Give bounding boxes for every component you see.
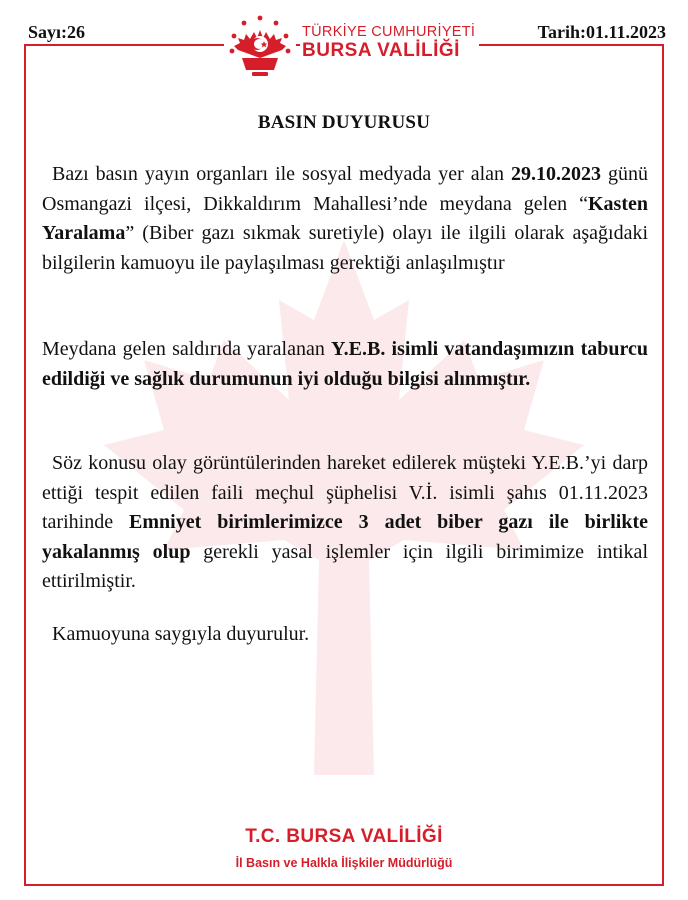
p1-date: 29.10.2023 xyxy=(511,163,602,185)
closing-text: Kamuoyuna saygıyla duyurulur. xyxy=(52,623,310,645)
paragraph-4 xyxy=(42,620,648,650)
p1-crime: Kasten Yaralama xyxy=(42,192,648,244)
document-number: Sayı:26 xyxy=(28,22,86,42)
document-date: Tarih:01.11.2023 xyxy=(537,22,666,42)
p3-text-a: Söz konusu olay görüntülerinden hareket edilerek müşteki Y.E.B.’yi darp ettiği tespit edilen faili meçhul şüphelisi V.İ. isimli şahıs 01.11.2023 tarihinde xyxy=(42,452,648,533)
paragraph-3 xyxy=(42,449,648,597)
p3-bold: Emniyet birimlerimizce 3 adet biber gazı ile birlikte yakalanmış olup xyxy=(42,511,648,563)
p1-text-c: ” (Biber gazı sıkmak suretiyle) olayı ile ilgili olarak aşağıdaki bilgilerin kamuoyu ile paylaşılması gerektiği anlaşılmıştır xyxy=(42,222,648,274)
logo-line-country: TÜRKİYE CUMHURİYETİ xyxy=(302,24,476,40)
paragraph-2 xyxy=(42,335,648,394)
footer-title xyxy=(0,826,688,848)
p2-bold: Y.E.B. isimli vatandaşımızın taburcu edildiği ve sağlık durumunun iyi olduğu bilgisi alınmıştır. xyxy=(42,338,648,390)
p2-text-a: Meydana gelen saldırıda yaralanan xyxy=(42,338,332,360)
footer-line2: İl Basın ve Halkla İlişkiler Müdürlüğü xyxy=(230,856,459,870)
page-title: BASIN DUYURUSU xyxy=(257,112,431,133)
p3-text-b: gerekli yasal işlemler için ilgili birimimize intikal ettirilmiştir. xyxy=(42,540,648,592)
p1-text-a: Bazı basın yayın organları ile sosyal medyada yer alan xyxy=(52,163,512,185)
footer-subtitle xyxy=(0,856,688,870)
footer-line1: T.C. BURSA VALİLİĞİ xyxy=(239,826,449,848)
p1-text-b: günü Osmangazi ilçesi, Dikkaldırım Mahallesi’nde meydana gelen “ xyxy=(42,163,648,215)
governorship-emblem-icon xyxy=(224,10,296,82)
logo-line-governorship: BURSA VALİLİĞİ xyxy=(302,40,460,61)
logo-text xyxy=(300,24,479,65)
paragraph-1 xyxy=(42,160,648,278)
